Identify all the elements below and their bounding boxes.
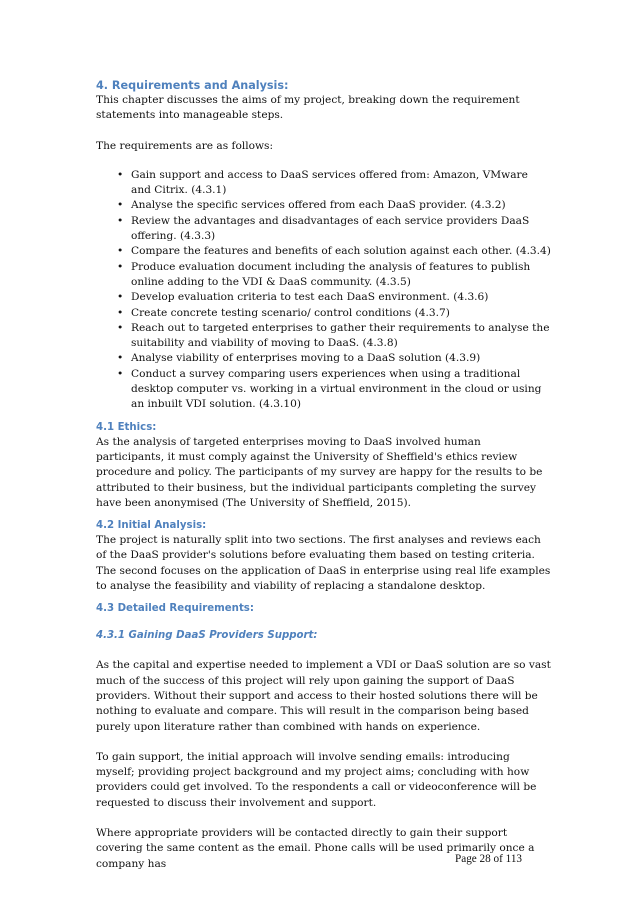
requirement-text: Gain support and access to DaaS services offered from: Amazon, VMware and Citrix. (4.3.1): [131, 168, 528, 197]
bullet-icon: •: [117, 260, 124, 273]
requirement-text: Conduct a survey comparing users experiences when using a traditional desktop computer vs. working in a virtual environment in the cloud or using an inbuilt VDI solution. (4.3.10): [131, 367, 542, 411]
bullet-icon: •: [117, 367, 124, 380]
requirement-text: Reach out to targeted enterprises to gather their requirements to analyse the suitability and viability of moving to DaaS. (4.3.8): [131, 321, 550, 350]
bullet-icon: •: [117, 291, 124, 304]
requirement-text: Create concrete testing scenario/ control conditions (4.3.7): [131, 306, 450, 319]
bullet-icon: •: [117, 321, 124, 334]
providers-support-paragraph: Where appropriate providers will be contacted directly to gain their support covering the same content as the email. Phone calls will be used primarily once a company has: [96, 826, 535, 870]
section-4-heading: 4. Requirements and Analysis:: [96, 79, 289, 92]
bullet-icon: •: [117, 352, 124, 365]
bullet-icon: •: [117, 245, 124, 258]
providers-support-paragraph: As the capital and expertise needed to implement a VDI or DaaS solution are so vast much of the success of this project will rely upon gaining the support of DaaS providers. Without their support and access to their hosted solutions there will be nothing to evaluate and compare. This will result in the comparison being based purely upon literature rather than combined with hands on experience.: [96, 659, 551, 733]
list-item: [96, 290, 551, 305]
list-item: [96, 198, 551, 213]
requirements-list: [96, 168, 551, 413]
requirement-text: Analyse the specific services offered from each DaaS provider. (4.3.2): [131, 199, 506, 212]
bullet-icon: •: [117, 214, 124, 227]
ethics-body: As the analysis of targeted enterprises moving to DaaS involved human participants, it must comply against the University of Sheffield's ethics review procedure and policy. The participants of my survey are happy for the results to be attributed to their business, but the individual participants completing the survey have been anonymised (The University of Sheffield, 2015).: [96, 435, 543, 509]
bullet-icon: •: [117, 306, 124, 319]
ethics-heading: 4.1 Ethics:: [96, 421, 157, 433]
requirement-text: Develop evaluation criteria to test each DaaS environment. (4.3.6): [131, 291, 489, 304]
providers-support-heading: 4.3.1 Gaining DaaS Providers Support:: [96, 630, 318, 642]
requirement-text: Review the advantages and disadvantages of each service providers DaaS offering. (4.3.3): [131, 214, 530, 243]
requirement-text: Analyse viability of enterprises moving to a DaaS solution (4.3.9): [131, 352, 481, 365]
section-4-intro: This chapter discusses the aims of my project, breaking down the requirement statements into manageable steps.: [96, 94, 520, 122]
list-item: [96, 306, 551, 321]
list-item: [96, 260, 551, 291]
bullet-icon: •: [117, 168, 124, 181]
list-item: [96, 214, 551, 245]
requirement-text: Compare the features and benefits of each solution against each other. (4.3.4): [131, 245, 551, 258]
list-item: [96, 351, 551, 366]
requirement-text: Produce evaluation document including the analysis of features to publish online adding to the VDI & DaaS community. (4.3.5): [131, 260, 531, 288]
initial-analysis-body: The project is naturally split into two sections. The first analyses and reviews each of the DaaS provider's solutions before evaluating them based on testing criteria. The second focuses on the application of DaaS in enterprise using real life examples to analyse the feasibility and viability of replacing a standalone desktop.: [96, 534, 551, 593]
bullet-icon: •: [117, 199, 124, 212]
requirements-intro: The requirements are as follows:: [96, 139, 274, 152]
page-content: [96, 78, 551, 872]
providers-support-paragraph: To gain support, the initial approach will involve sending emails: introducing myself; providing project background and my project aims; concluding with how providers could get involved. To the respondents a call or videoconference will be requested to discuss their involvement and support.: [96, 750, 537, 809]
list-item: [96, 244, 551, 259]
initial-analysis-heading: 4.2 Initial Analysis:: [96, 520, 207, 532]
list-item: [96, 321, 551, 352]
page-number: Page 28 of 113: [455, 853, 523, 865]
list-item: [96, 168, 551, 199]
detailed-requirements-heading: 4.3 Detailed Requirements:: [96, 603, 254, 615]
list-item: [96, 367, 551, 413]
